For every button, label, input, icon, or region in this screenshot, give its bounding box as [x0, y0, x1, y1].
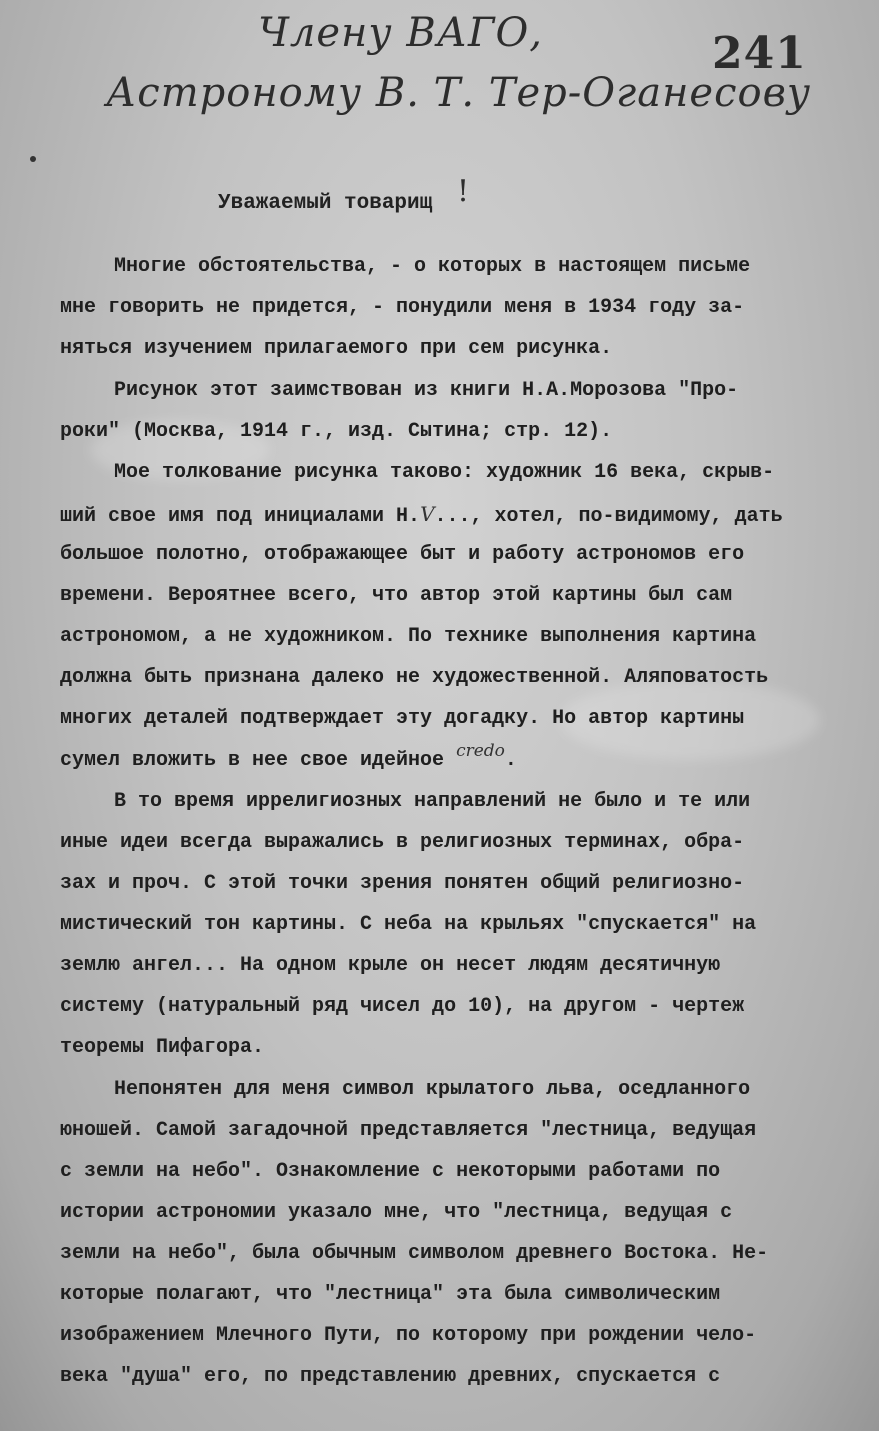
letter-line: зах и проч. С этой точки зрения понятен общий религиозно- — [60, 872, 745, 895]
letter-line: века "душа" его, по представлению древних, спускается с — [60, 1365, 721, 1388]
salutation-handwritten-mark: ! — [457, 174, 470, 209]
letter-line: землю ангел... На одном крыле он несет людям десятичную — [60, 954, 721, 977]
letter-line: теоремы Пифагора. — [60, 1036, 265, 1059]
letter-line: Рисунок этот заимствован из книги Н.А.Морозова "Про- — [114, 379, 739, 402]
letter-line-with-insert — [60, 741, 517, 773]
letter-line-segment: сумел вложить в нее свое идейное — [60, 749, 445, 772]
letter-line: истории астрономии указало мне, что "лестница, ведущая с — [60, 1201, 733, 1224]
letter-line: мистический тон картины. С неба на крыльях "спускается" на — [60, 913, 757, 936]
letter-line: В то время иррелигиозных направлений не было и те или — [114, 790, 751, 813]
letter-line: астрономом, а не художником. По технике выполнения картина — [60, 625, 757, 648]
letter-line-segment: ..., хотел, по-видимому, дать — [434, 505, 783, 528]
letter-line: иные идеи всегда выражались в религиозных терминах, обра- — [60, 831, 745, 854]
letter-line: должна быть признана далеко не художественной. Аляповатость — [60, 666, 769, 689]
letter-line-with-insert — [60, 502, 783, 529]
letter-line: земли на небо", была обычным символом древнего Востока. Не- — [60, 1242, 769, 1265]
letter-line: времени. Вероятнее всего, что автор этой картины был сам — [60, 584, 733, 607]
letter-line: многих деталей подтверждает эту догадку. Но автор картины — [60, 707, 745, 730]
letter-line: Многие обстоятельства, - о которых в настоящем письме — [114, 255, 751, 278]
letter-line: роки" (Москва, 1914 г., изд. Сытина; стр. 12). — [60, 420, 613, 443]
letter-line: систему (натуральный ряд чисел до 10), на другом - чертеж — [60, 995, 745, 1018]
letter-line: которые полагают, что "лестница" эта была символическим — [60, 1283, 721, 1306]
letter-line: большое полотно, отображающее быт и работу астрономов его — [60, 543, 745, 566]
handwritten-page-number: 241 — [712, 28, 807, 79]
letter-line-segment: . — [504, 749, 517, 772]
handwritten-dedication-line-1: Члену ВАГО, — [258, 10, 544, 56]
letter-line: с земли на небо". Ознакомление с некоторыми работами по — [60, 1160, 721, 1183]
handwritten-dedication-line-2: Астроному В. Т. Тер-Оганесову — [106, 70, 812, 116]
letter-line: Мое толкование рисунка таково: художник 16 века, скрыв- — [114, 461, 775, 484]
letter-line: няться изучением прилагаемого при сем рисунка. — [60, 337, 613, 360]
handwritten-credo-insert: credo — [456, 741, 505, 761]
handwritten-initial-insert: V — [420, 502, 435, 526]
letter-line-segment: ший свое имя под инициалами Н. — [60, 505, 421, 528]
letter-line: Непонятен для меня символ крылатого льва, оседланного — [114, 1078, 751, 1101]
letter-line: мне говорить не придется, - понудили меня в 1934 году за- — [60, 296, 745, 319]
letter-salutation: Уважаемый товарищ — [218, 192, 433, 215]
letter-line: юношей. Самой загадочной представляется "лестница, ведущая — [60, 1119, 757, 1142]
letter-line: изображением Млечного Пути, по которому при рождении чело- — [60, 1324, 757, 1347]
